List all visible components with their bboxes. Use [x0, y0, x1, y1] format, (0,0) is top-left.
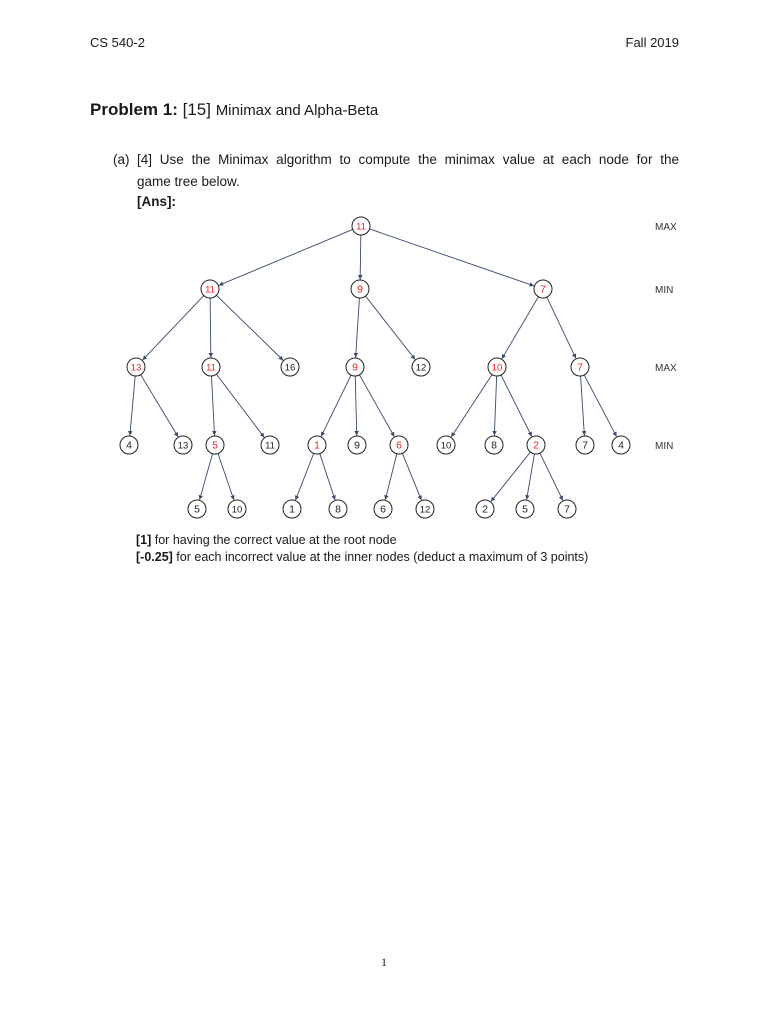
- part-a-label: (a): [113, 152, 130, 167]
- tree-node-leaf: [416, 500, 434, 518]
- tree-node-computed: [201, 280, 219, 298]
- tree-node-leaf: [612, 436, 630, 454]
- tree-node-leaf: [412, 358, 430, 376]
- tree-node-leaf: [576, 436, 594, 454]
- grading-inner-text: for each incorrect value at the inner nodes (deduct a maximum of 3 points): [172, 550, 589, 564]
- tree-node-value: 11: [265, 440, 275, 452]
- tree-node-value: 9: [357, 283, 363, 296]
- tree-edge: [216, 374, 264, 437]
- tree-node-value: 10: [491, 362, 503, 374]
- tree-node-value: 11: [356, 221, 366, 233]
- tree-edge: [366, 296, 416, 359]
- tree-edge: [200, 454, 213, 500]
- level-label-min: MIN: [655, 441, 674, 452]
- tree-edge: [402, 453, 421, 500]
- tree-edge: [527, 454, 535, 500]
- tree-node-computed: [571, 358, 589, 376]
- term-header: Fall 2019: [625, 35, 679, 50]
- tree-node-value: 11: [206, 362, 216, 374]
- tree-edge: [491, 452, 530, 502]
- tree-edge: [385, 454, 397, 500]
- tree-node-value: 13: [130, 362, 142, 374]
- problem-label: Problem 1:: [90, 100, 178, 119]
- grading-line-root: [136, 532, 588, 549]
- tree-node-leaf: [485, 436, 503, 454]
- tree-node-leaf: [281, 358, 299, 376]
- tree-node-computed: [202, 358, 220, 376]
- tree-node-computed: [488, 358, 506, 376]
- tree-node-computed: [206, 436, 224, 454]
- tree-node-leaf: [188, 500, 206, 518]
- tree-node-value: 1: [314, 439, 320, 452]
- problem-topic: Minimax and Alpha-Beta: [215, 102, 379, 119]
- tree-node-leaf: [558, 500, 576, 518]
- tree-edge: [219, 229, 353, 285]
- tree-node-value: 10: [440, 440, 452, 452]
- tree-node-value: 1: [289, 503, 295, 516]
- tree-node-value: 6: [380, 503, 386, 516]
- tree-node-leaf: [329, 500, 347, 518]
- tree-node-leaf: [261, 436, 279, 454]
- tree-node-value: 2: [533, 439, 539, 452]
- grading-root-text: for having the correct value at the root node: [151, 533, 397, 547]
- tree-edge: [321, 375, 351, 436]
- tree-edge: [501, 375, 532, 436]
- tree-edge: [370, 229, 535, 286]
- tree-edge: [143, 296, 204, 361]
- tree-node-value: 16: [284, 362, 296, 374]
- tree-node-value: 6: [396, 439, 402, 452]
- tree-node-leaf: [348, 436, 366, 454]
- tree-node-value: 2: [482, 503, 488, 516]
- tree-node-value: 10: [231, 504, 243, 516]
- tree-edge: [141, 375, 178, 437]
- tree-node-value: 9: [352, 361, 358, 374]
- tree-node-computed: [390, 436, 408, 454]
- tree-node-computed: [127, 358, 145, 376]
- level-label-max: MAX: [655, 222, 677, 233]
- part-a-question-line2: game tree below.: [137, 174, 240, 189]
- tree-edge: [360, 235, 361, 280]
- tree-node-value: 8: [491, 439, 497, 452]
- tree-edge: [451, 375, 492, 438]
- tree-node-value: 5: [194, 503, 200, 516]
- tree-node-value: 7: [582, 439, 588, 452]
- course-header: CS 540-2: [90, 35, 145, 50]
- tree-node-computed: [346, 358, 364, 376]
- tree-edge: [356, 298, 360, 358]
- tree-node-value: 12: [419, 504, 431, 516]
- tree-edge: [210, 298, 211, 358]
- tree-edge: [320, 454, 335, 500]
- tree-edge: [216, 295, 283, 360]
- problem-points: [15]: [182, 100, 211, 119]
- grading-notes: [136, 532, 588, 566]
- tree-edge: [359, 375, 394, 437]
- tree-node-value: 5: [522, 503, 528, 516]
- tree-node-value: 7: [577, 361, 583, 374]
- tree-node-value: 8: [335, 503, 341, 516]
- page-number: 1: [381, 955, 387, 969]
- tree-edge: [211, 376, 214, 436]
- grading-line-inner: [136, 549, 588, 566]
- tree-node-leaf: [120, 436, 138, 454]
- tree-node-value: 13: [177, 440, 189, 452]
- tree-node-value: 11: [205, 284, 215, 296]
- tree-node-computed: [534, 280, 552, 298]
- tree-node-value: 5: [212, 439, 218, 452]
- tree-edge: [130, 376, 135, 436]
- tree-edge: [547, 297, 576, 358]
- tree-node-value: 12: [415, 362, 427, 374]
- tree-node-leaf: [437, 436, 455, 454]
- tree-edge: [502, 297, 539, 359]
- tree-node-value: 4: [618, 439, 624, 452]
- tree-node-computed: [352, 217, 370, 235]
- tree-node-computed: [527, 436, 545, 454]
- tree-edge: [355, 376, 357, 436]
- grading-root-points: [1]: [136, 533, 152, 547]
- tree-node-value: 7: [540, 283, 546, 296]
- tree-node-leaf: [476, 500, 494, 518]
- tree-node-leaf: [228, 500, 246, 518]
- level-label-max: MAX: [655, 363, 677, 374]
- tree-edge: [218, 454, 234, 501]
- tree-node-leaf: [516, 500, 534, 518]
- tree-node-leaf: [174, 436, 192, 454]
- tree-edge: [584, 375, 616, 437]
- tree-edge: [540, 453, 563, 500]
- part-a-question-line1: [4] Use the Minimax algorithm to compute the minimax value at each node for the: [137, 152, 679, 167]
- tree-edge: [295, 453, 313, 500]
- tree-edge: [581, 376, 585, 436]
- tree-node-leaf: [374, 500, 392, 518]
- tree-node-value: 9: [354, 439, 360, 452]
- level-label-min: MIN: [655, 285, 674, 296]
- tree-edge: [494, 376, 496, 436]
- tree-node-value: 4: [126, 439, 132, 452]
- grading-inner-points: [-0.25]: [136, 550, 173, 564]
- tree-node-computed: [308, 436, 326, 454]
- tree-node-computed: [351, 280, 369, 298]
- tree-node-leaf: [283, 500, 301, 518]
- tree-node-value: 7: [564, 503, 570, 516]
- answer-label: [Ans]:: [137, 194, 176, 209]
